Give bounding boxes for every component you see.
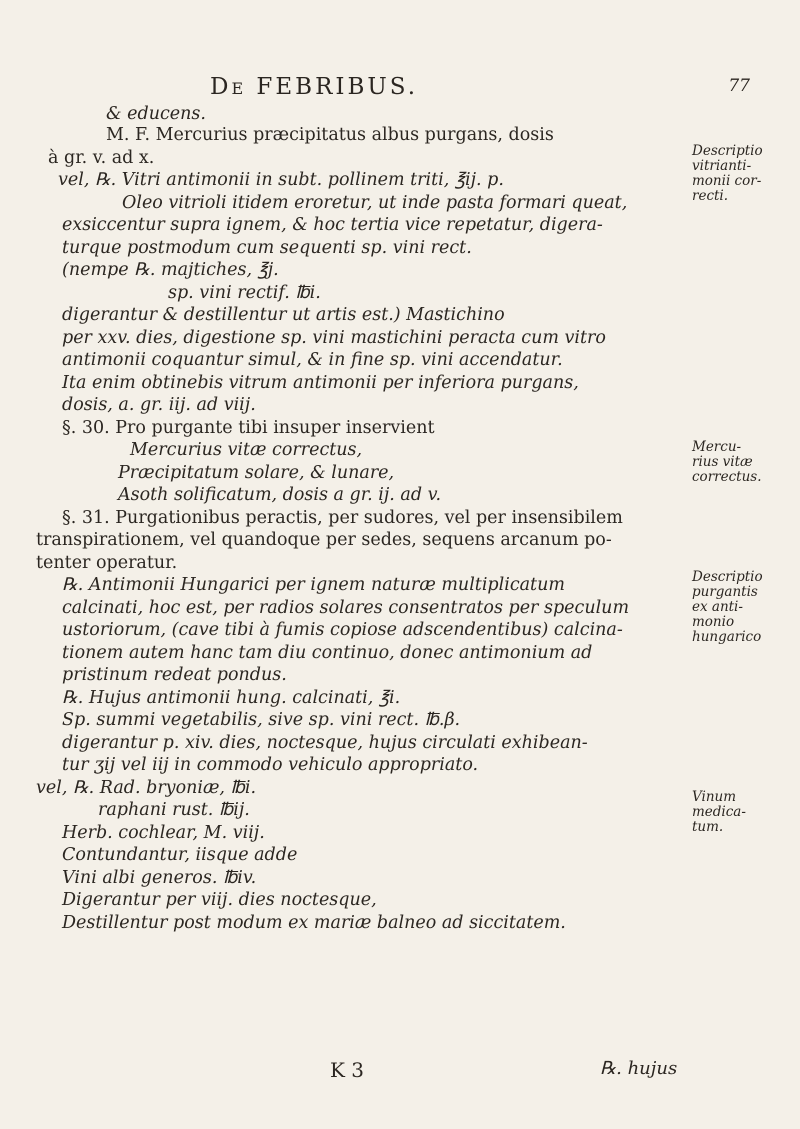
text-line: Vini albi generos. ℔iv. (62, 868, 257, 888)
page-number: 77 (728, 76, 750, 96)
margin-note-line: monii cor- (692, 173, 762, 189)
margin-note-line: ex anti- (692, 599, 743, 615)
text-line: dosis, a. gr. iij. ad viij. (62, 395, 256, 415)
text-line: digerantur & destillentur ut artis est.) Mastichino (62, 305, 505, 325)
margin-note-line: tum. (692, 819, 724, 835)
text-line: & educens. (106, 104, 206, 124)
text-line: Sp. summi vegetabilis, sive sp. vini rect. ℔.β. (62, 710, 461, 730)
text-line: Digerantur per viij. dies noctesque, (62, 890, 377, 910)
text-line: Asoth solificatum, dosis a gr. ij. ad v. (118, 485, 442, 505)
margin-note (692, 144, 792, 204)
catchword: ℞. hujus (600, 1058, 678, 1079)
margin-note-line: vitrianti- (692, 158, 752, 174)
text-line: M. F. Mercurius præcipitatus albus purgans, dosis (106, 125, 554, 145)
margin-note-line: Mercu- (692, 439, 742, 455)
text-line: per xxv. dies, digestione sp. vini mastichini peracta cum vitro (62, 328, 606, 348)
text-line: §. 30. Pro purgante tibi insuper inservient (62, 418, 435, 438)
text-line: Destillentur post modum ex mariæ balneo ad siccitatem. (62, 913, 566, 933)
text-line: ustoriorum, (cave tibi à fumis copiose adscendentibus) calcina- (62, 620, 623, 640)
text-line: calcinati, hoc est, per radios solares consentratos per speculum (62, 598, 630, 618)
text-line: transpirationem, vel quandoque per sedes, sequens arcanum po- (36, 530, 612, 550)
margin-note-line: correctus. (692, 469, 762, 485)
text-line: Oleo vitrioli itidem eroretur, ut inde pasta formari queat, (122, 193, 628, 213)
running-title: De FEBRIBUS. (210, 74, 419, 100)
text-line: Contundantur, iisque adde (62, 845, 298, 865)
margin-note-line: medica- (692, 804, 746, 820)
margin-note (692, 440, 792, 485)
text-line: vel, ℞. Rad. bryoniæ, ℔i. (36, 778, 257, 798)
text-line: vel, ℞. Vitri antimonii in subt. pollinem triti, ℥ij. p. (58, 170, 504, 190)
text-line: Mercurius vitæ correctus, (130, 440, 363, 460)
text-line: turque postmodum cum sequenti sp. vini rect. (62, 238, 472, 258)
margin-note-line: recti. (692, 188, 729, 204)
text-line: Herb. cochlear, M. viij. (62, 823, 265, 843)
margin-note-line: monio (692, 614, 735, 630)
margin-note (692, 570, 792, 645)
text-line: Præcipitatum solare, & lunare, (118, 463, 395, 483)
text-line: raphani rust. ℔ij. (98, 800, 250, 820)
margin-note-line: rius vitæ (692, 454, 753, 470)
text-line: sp. vini rectif. ℔i. (168, 283, 321, 303)
text-line: ℞. Antimonii Hungarici per ignem naturæ multiplicatum (62, 575, 565, 595)
page-header (210, 74, 750, 100)
margin-note-line: Descriptio (692, 143, 763, 159)
text-line: ℞. Hujus antimonii hung. calcinati, ℥i. (62, 688, 401, 708)
margin-note (692, 790, 792, 835)
text-line: exsiccentur supra ignem, & hoc tertia vice repetatur, digera- (62, 215, 603, 235)
text-line: pristinum redeat pondus. (62, 665, 287, 685)
text-line: Ita enim obtinebis vitrum antimonii per inferiora purgans, (62, 373, 579, 393)
margin-note-line: purgantis (692, 584, 758, 600)
text-line: à gr. v. ad x. (48, 148, 155, 168)
margin-note-line: Vinum (692, 789, 737, 805)
text-line: antimonii coquantur simul, & in fine sp. vini accendatur. (62, 350, 563, 370)
signature-mark: K 3 (330, 1058, 365, 1082)
text-line: (nempe ℞. majtiches, ℥j. (62, 260, 279, 280)
text-line: tionem autem hanc tam diu continuo, donec antimonium ad (62, 643, 593, 663)
text-line: §. 31. Purgationibus peractis, per sudores, vel per insensibilem (62, 508, 623, 528)
margin-note-line: Descriptio (692, 569, 763, 585)
margin-note-line: hungarico (692, 629, 762, 645)
text-line: tenter operatur. (36, 553, 178, 573)
text-line: tur ʒij vel iij in commodo vehiculo appropriato. (62, 755, 479, 775)
text-line: digerantur p. xiv. dies, noctesque, hujus circulati exhibean- (62, 733, 588, 753)
